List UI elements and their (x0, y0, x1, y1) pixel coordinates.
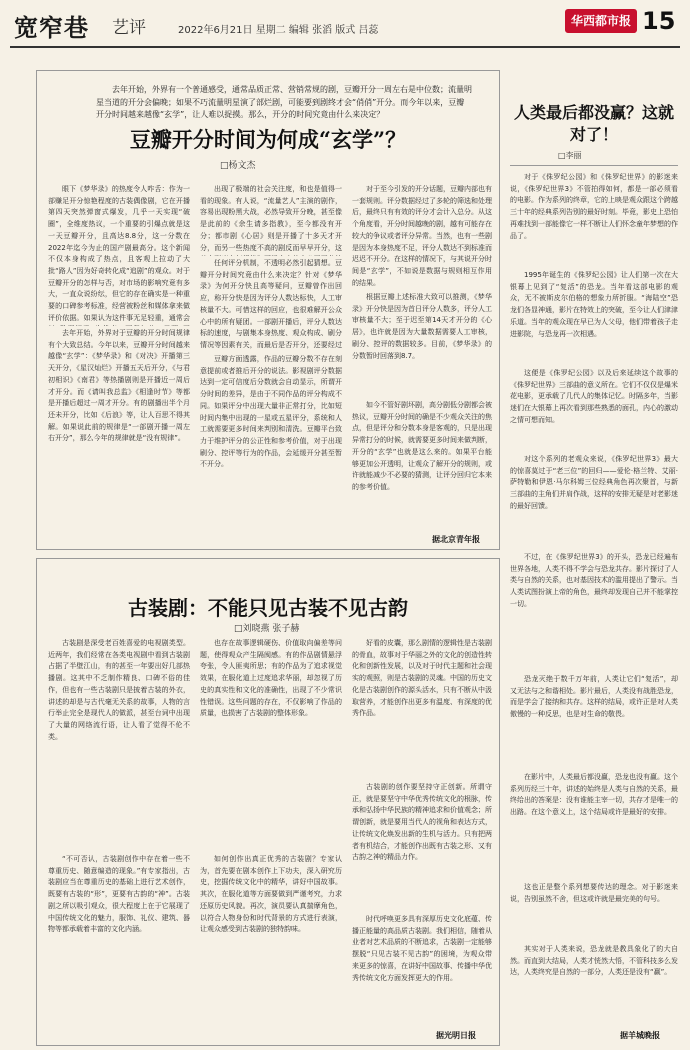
article-paragraph: 其实对于人类来说，恐龙就是教具象化了的大自然。而直到大结局，人类才恍然大悟，不管科技多么发达，人类终究是自然的一部分，人类还是没有“赢”。 (510, 945, 678, 977)
article-column: 好看的皮囊，那么剧情的逻辑性是古装剧的骨血，故事对于华丽之外的文化的创造性转化和创新性发展，以及对于时代主题和社会现实的观照，则是古装剧的灵魂。中国的历史文化是古装剧创作的源头活水，只有不断从中汲取营养，才能创作出更多有温度、有深度的优秀作品。 (352, 639, 492, 718)
article-paragraph: 不过，在《侏罗纪世界3》的开头，恐龙已经遍布世界各地，人类不得不学会与恐龙共存。影片探讨了人类与自然的关系，也对基因技术的滥用提出了警示。当人类试图扮演上帝的角色，最终却发现自己并不能掌控一切。 (510, 553, 678, 608)
article-column: 古装剧的创作要坚持守正创新。所谓守正，就是要坚守中华优秀传统文化的根脉，传承和弘扬中华民族的精神追求和价值观念；所谓创新，就是要用当代人的视角和表达方式，让传统文化焕发出新的生机与活力。只有把两者有机结合，才能创作出既有古装之形、又有古韵之神的精品力作。 (352, 783, 492, 862)
article-byline: □杨文杰 (220, 161, 256, 171)
article-column: 时代呼唤更多具有深厚历史文化底蕴、传播正能量的高品质古装剧。我们相信，随着从业者对艺术品质的不断追求，古装剧一定能够摆脱“只见古装不见古韵”的困境，为观众带来更多的惊喜，在讲好中国故事、传播中华优秀传统文化方面发挥更大的作用。 (352, 915, 492, 982)
article-column: 如今不管好剧坏剧，高分剧低分剧都会被热议，豆瓣开分时间的确是不少观众关注的焦点，但是评分和分数本身是客观的，只是出现异常打分的时候，就需要更多时间来做判断，开分的“玄学”也就是这么来的。如果平台能够更加公开透明，让观众了解开分的规则，或许就能减少不必要的猜测，让评分回归它本来的参考价值。 (352, 401, 492, 491)
article-title: 豆瓣开分时间为何成“玄学”？ (129, 127, 407, 152)
article-column: “不可否认，古装剧创作中存在着一些不尊重历史、随意编造的现象。”有专家指出，古装剧应当在尊重历史的基础上进行艺术创作，既要有古装的“形”，更要有古韵的“神”。古装剧之所以吸引观众，很大程度上在于它展现了中国传统文化的魅力，服饰、礼仪、建筑、器物等都承载着丰富的文化内涵。 (48, 855, 190, 934)
article-paragraph: 这便是《侏罗纪公园》以及后来延续这个故事的《侏罗纪世界》三部曲的意义所在。它们不仅仅是爆米花电影，更承载了几代人的集体记忆。时隔多年，当影迷们在大银幕上再次看到那些熟悉的面孔，内心的激动之情可想而知。 (510, 369, 678, 424)
page-number: 15 (642, 7, 676, 35)
section-logo: 宽窄巷 (14, 14, 89, 42)
article-column: 也存在故事逻辑硬伤、价值取向偏差等问题，使得观众产生隔阂感。有的作品剧情悬浮夸张，令人匪夷所思；有的作品为了追求视觉效果，在服化道上过度追求华丽，却忽视了历史的真实性和文化的准确性，出现了不少常识性错误。这些问题的存在，不仅影响了作品的质量，也损害了古装剧的整体形象。 (200, 639, 342, 718)
article-paragraph: 这也正是整个系列想要传达的理念。对于影迷来说，告别虽然不舍，但这或许就是最完美的句号。 (510, 883, 678, 903)
article-byline: □李丽 (558, 151, 582, 160)
article-paragraph: 在影片中，人类最后都没赢，恐龙也没有赢。这个系列历经三十年，讲述的始终是人类与自然的关系，最终给出的答案是：没有谁能主宰一切，共存才是唯一的出路。在这个意义上，这个结局或许是最好的安排。 (510, 773, 678, 817)
article-lead: 去年开始，外界有一个普通感受，通常品质正常、营销常规的剧，豆瓣开分一周左右是中位数；流量明星当道的开分会偏晚；如果不巧流量明星演了部烂剧，可能要到剧终才会“俏俏”开分。而今年以来，豆瓣开分时间越来越像“玄学”，让人难以捉摸。那么，开分的时间究竟由什么来决定？ (96, 85, 472, 120)
article-title: 人类最后都没赢？这就对了！ (513, 103, 674, 144)
article-column: 去年开始，外界对于豆瓣的开分时间规律有个大致总结。今年以来，豆瓣开分时间越来越像“玄学”：《梦华录》和《对决》开播第三天开分，《星汉灿烂》开播五天后开分，《与君初相识》《南君》等热播剧则是开播近一周后才开分。而《请叫我总监》《相逢时节》等都是开播后超过一周才开分。有的剧播出半个月还未开分，比如《后浪》等，让人百思不得其解。如果说此前的规律是“一部剧开播一周左右开分”，那么今年的规律就是“没有规律”。 (48, 329, 190, 443)
article-column: 出现了极端的社会关注度，和也是值得一看的现象。有人说，“流量艺人”主演的剧作，容易出现粉黑大战，必然导致开分晚，甚至像是此前的《余生请多指教》，至今都没有开分；都市剧《心居》则是开播了十多天才开分，而另一些热度不高的剧反而早早开分，这 (200, 185, 342, 252)
section-name: 艺评 (112, 18, 146, 38)
article-paragraph: 恐龙灭绝于数千万年前，人类让它们“复活”，却又无法与之和谐相处。影片最后，人类没有战胜恐龙，而是学会了接纳和共存。这样的结局，或许正是对人类傲慢的一种反思，也是对生命的敬畏。 (510, 675, 678, 719)
article-byline: □刘晓燕 张子赫 (234, 624, 300, 634)
article-paragraph: 对于《侏罗纪公园》和《侏罗纪世界》的影迷来说，《侏罗纪世界3》不管拍得如何，都是一部必须看的电影。作为系列的终章，它的上映是观众跟这个跨越三十年的经典系列告别的最好时刻。毕竟，影史上恐怕再难找到一部能像它一样不断让人们怀念童年梦想的作品了。 (510, 173, 678, 240)
article-title: 古装剧：不能只见古装不见古韵 (128, 596, 408, 620)
article-column: 根据豆瓣上述标准大致可以推测，《梦华录》开分快是因为首日评分人数多，评分人工审核量不大；至于迟至第14天才开分的《心居》，也许就是因为大量数据需要人工审核，刷分、控评的数据较多。目前，《梦华录》的分数暂时回落到8.7。 (352, 293, 492, 360)
article-source: 据光明日报 (436, 1031, 476, 1040)
article-paragraph: 1995年诞生的《侏罗纪公园》让人们第一次在大银幕上见到了“复活”的恐龙。当年看这部电影的观众，无不被斯皮尔伯格的想象力所折服。“海陆空”恐龙们各显神通，影片在特效上的突破，至今让人们津津乐道。当年的观众现在早已为人父母，他们带着孩子走进影院，与恐龙再一次相遇。 (510, 271, 678, 338)
article-column: 对于至今引发的开分话题，豆瓣内部也有一套规则。评分数据经过了多轮的筛选和处理后，最终只有有效的评分才会计入总分。从这个角度看，开分时间越晚的剧，越有可能存在较大的争议或者评分异常。当然，也有一些剧是因为本身热度不足，评分人数达不到标准而迟迟不开分。在这样的情况下，与其说开分时间是“玄学”，不如说是数据与规则相互作用的结果。 (352, 185, 492, 287)
article-column: 豆瓣方面透露，作品的豆瓣分数不存在刻意提前或者推后开分的说法。影视剧评分数据达到一定可信度后分数就会自动显示，所谓开分时间的差异，是由于不同作品的评分构成不同。如果评分中出现大量非正常打分，比如短时间内集中出现的一星或五星评分，系统和人工就需要更多时间来判别和清洗。豆瓣平台致力于维护评分的公正性和参考价值，对于出现刷分、控评等行为的作品，会延缓开分甚至暂不开分。 (200, 355, 342, 469)
issue-meta: 2022年6月21日 星期二 编辑 张滔 版式 吕蕊 (178, 25, 379, 36)
article-column: 如何创作出真正优秀的古装剧？专家认为，首先要在剧本创作上下功夫，深入研究历史，挖掘传统文化中的精华，讲好中国故事。其次，在服化道等方面要做到严谨考究，力求还原历史风貌。再次，演员要认真揣摩角色，以符合人物身份和时代背景的方式进行表演，让观众感受到古装剧的独特韵味。 (200, 855, 342, 934)
article-column: 任何评分机制，不透明必然引起猜想。豆瓣开分时间究竟由什么来决定？针对《梦华录》为何开分快且高等疑问，豆瓣曾作出回应，称开分快是因为评分人数达标快，人工审核量不大。可惜这样的回应，也很难解开公众心中的所有疑团。一部剧开播后，评分人数达标的速度，与剧集本身热度、观众构成、刷分情况等因素有关，而最后是否开分，还要经过 (200, 259, 342, 349)
article-source: 据北京青年报 (432, 535, 480, 544)
newspaper-logo: 华西都市报 (565, 9, 637, 33)
header-rule (10, 46, 680, 48)
article-column: 古装剧是深受老百姓喜爱的电视剧类型。近两年，我们经常在各类电视剧中看到古装剧占据了半壁江山，有的甚至一年要出好几部热播剧。这其中不乏制作精良、口碑不俗的佳作，但也有一些古装剧只是披着古装的外衣，讲述的却是与古代毫无关系的故事，人物的言行举止完全是现代人的做派，甚至台词中出现了大量的网络流行语，让人看了觉得不伦不类。 (48, 639, 190, 741)
divider (510, 165, 678, 166)
article-column: 眼下《梦华录》的热度令人咋舌：作为一部赚足开分惊艳程度的古装偶像剧，它在开播第四天突然弹窗式爆发，几乎一天实现“破圈”，全维度热议，一个重要的引爆点就是这一天豆瓣开分，且高达8.8分，这一分数在2022年迄今为止的国产剧最高分。这个新闻不仅本身构成了热点，且客观上拉动了大批“路人”因为好奇转化成“追剧”的观众。对于豆瓣开分的怎样与否，对市场的影响究竟有多大，一直众说纷纭，但它的存在确实是一种重要的口碑参考标准，经营被粉丝和媒体拿来做评价依据。如果认为这件事无足轻重，通常会 (48, 185, 190, 322)
page-header (0, 0, 690, 48)
article-source: 据羊城晚报 (620, 1031, 660, 1040)
article-paragraph: 对这个系列的老观众来说，《侏罗纪世界3》最大的惊喜莫过于“老三位”的回归——爱伦·格兰特、艾丽·萨特勒和伊恩·马尔科姆三位经典角色再次聚首，与新三部曲的主角们并肩作战，这样的安排无疑是对老影迷的最好回馈。 (510, 455, 678, 510)
